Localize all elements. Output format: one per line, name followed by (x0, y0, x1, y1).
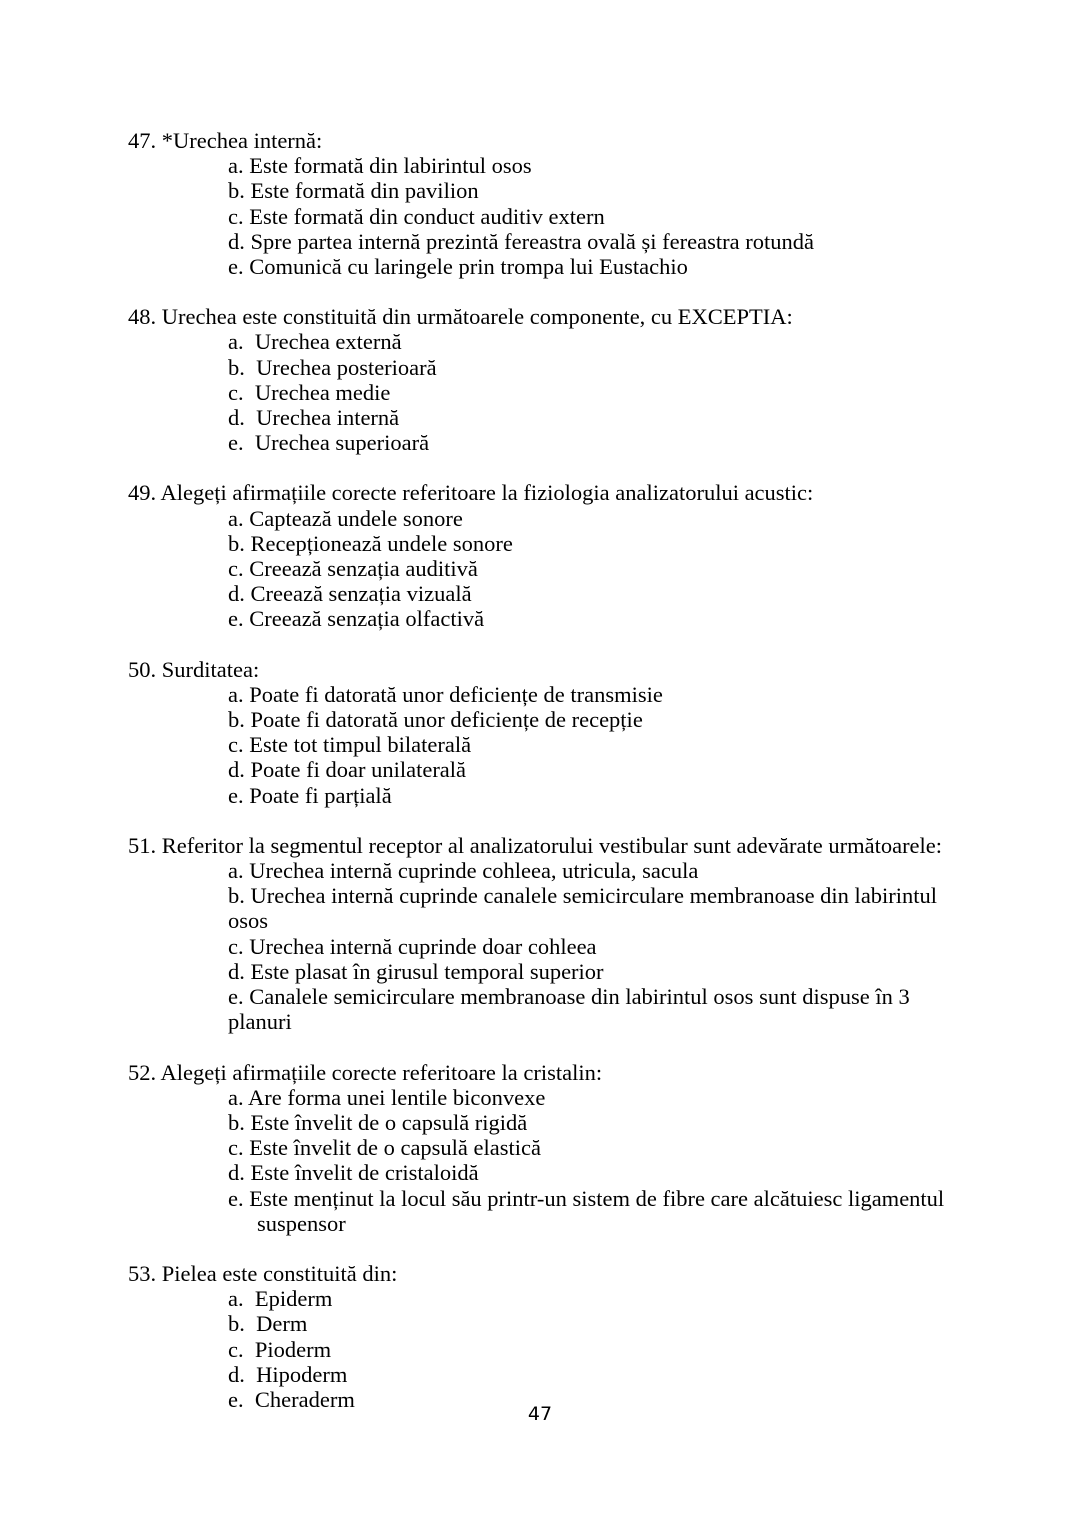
option-list (128, 153, 955, 279)
option-item: c. Este tot timpul bilaterală (228, 732, 472, 758)
option-item: e. Creează senzația olfactivă (228, 606, 485, 632)
question-block (128, 304, 955, 455)
question-block (128, 1060, 955, 1236)
option-item: c. Urechea medie (228, 379, 391, 405)
option-item: a. Urechea externă (228, 329, 402, 355)
option-list (128, 1286, 955, 1412)
option-item: b. Urechea internă cuprinde canalele semicirculare membranoase din labirintul osos (228, 883, 943, 934)
option-list (128, 1085, 955, 1236)
option-item: e. Urechea superioară (228, 430, 430, 456)
question-stem: 50. Surditatea: (128, 656, 260, 682)
page-number: 47 (527, 1403, 553, 1425)
option-item: c. Este învelit de o capsulă elastică (228, 1135, 542, 1161)
option-item: b. Urechea posterioară (228, 354, 437, 380)
question-block (128, 833, 955, 1035)
question-stem: 51. Referitor la segmentul receptor al analizatorului vestibular sunt adevărate următoarele: (128, 832, 943, 858)
option-item: a. Epiderm (228, 1286, 333, 1312)
option-item: c. Pioderm (228, 1336, 332, 1362)
question-stem: 53. Pielea este constituită din: (128, 1260, 398, 1286)
option-item: e. Poate fi parțială (228, 782, 392, 808)
question-block (128, 480, 955, 631)
option-item: b. Derm (228, 1311, 308, 1337)
option-item: a. Urechea internă cuprinde cohleea, utricula, sacula (228, 858, 699, 884)
option-item: a. Are forma unei lentile biconvexe (228, 1084, 546, 1110)
question-stem: 47. *Urechea internă: (128, 128, 323, 153)
option-item: c. Creează senzația auditivă (228, 556, 478, 582)
option-list (128, 329, 955, 455)
option-item: c. Este formată din conduct auditiv extern (228, 203, 605, 229)
option-item: b. Poate fi datorată unor deficiențe de recepție (228, 707, 643, 733)
option-item: b. Este formată din pavilion (228, 178, 479, 204)
question-block (128, 657, 955, 808)
option-item: d. Hipoderm (228, 1361, 348, 1387)
option-item: d. Urechea internă (228, 405, 400, 431)
option-item-wrapped (128, 1186, 955, 1236)
option-item: d. Spre partea internă prezintă fereastra ovală și fereastra rotundă (228, 228, 814, 254)
option-line-continuation: suspensor (257, 1210, 346, 1236)
option-item: c. Urechea internă cuprinde doar cohleea (228, 933, 597, 959)
option-item: e. Cheraderm (228, 1386, 355, 1412)
option-item: e. Comunică cu laringele prin trompa lui Eustachio (228, 254, 688, 280)
option-item: d. Creează senzația vizuală (228, 581, 472, 607)
question-stem: 49. Alegeți afirmațiile corecte referitoare la fiziologia analizatorului acustic: (128, 480, 814, 506)
option-item: a. Poate fi datorată unor deficiențe de transmisie (228, 681, 663, 707)
option-list (128, 858, 955, 1034)
option-item: e. Canalele semicirculare membranoase din labirintul osos sunt dispuse în 3 planuri (228, 984, 916, 1035)
option-item: a. Captează undele sonore (228, 505, 463, 531)
question-block (128, 128, 955, 279)
option-item: b. Recepționează undele sonore (228, 530, 513, 556)
option-item: d. Este învelit de cristaloidă (228, 1160, 479, 1186)
option-list (128, 682, 955, 808)
option-item: d. Este plasat în girusul temporal superior (228, 958, 604, 984)
question-stem: 52. Alegeți afirmațiile corecte referitoare la cristalin: (128, 1059, 603, 1085)
question-block (128, 1261, 955, 1412)
option-item: a. Este formată din labirintul osos (228, 153, 532, 179)
option-item: d. Poate fi doar unilaterală (228, 757, 467, 783)
option-list (128, 506, 955, 632)
option-item: b. Este învelit de o capsulă rigidă (228, 1109, 528, 1135)
option-line-primary: e. Este menținut la locul său printr-un sistem de fibre care alcătuiesc ligamentul (228, 1185, 945, 1211)
question-stem: 48. Urechea este constituită din următoarele componente, cu EXCEPTIA: (128, 304, 793, 330)
